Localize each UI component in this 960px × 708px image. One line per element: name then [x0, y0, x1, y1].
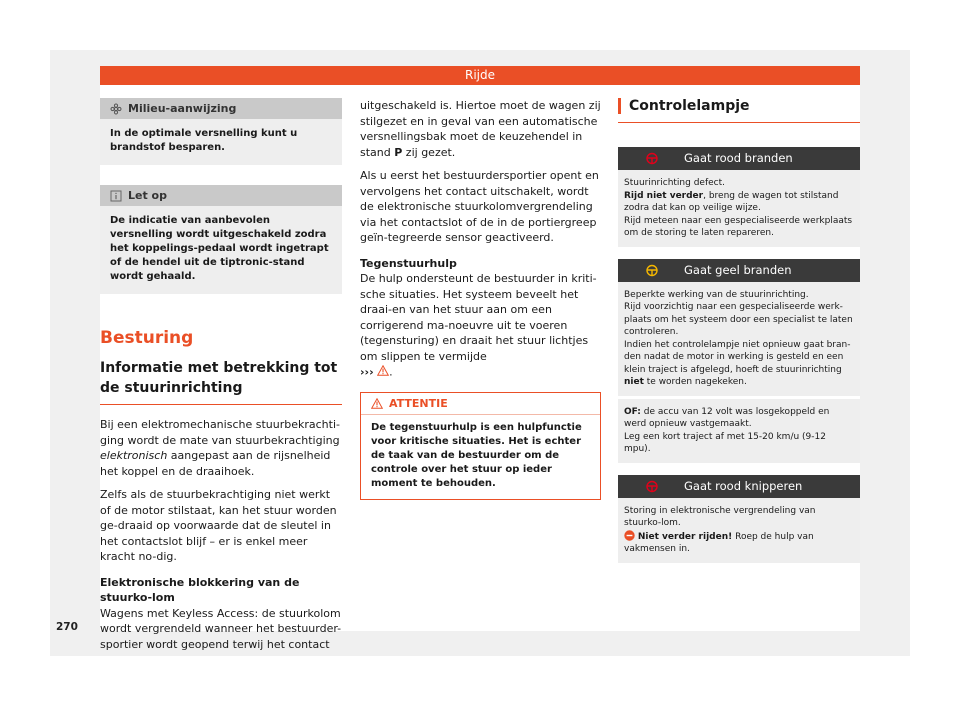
- paragraph-text: zij gezet.: [402, 145, 456, 159]
- subheading-counter-steer: Tegenstuurhulp: [360, 256, 457, 270]
- paragraph-text: De hulp ondersteunt de bestuurder in kriti-sche situaties. Het systeem beveelt het draai-en van het stuur aan om een corrigerend ma-noeuvre uit te voeren (tegensturing) en draait het stuur lichtjes om slippen te vermijde: [360, 272, 597, 363]
- bold-text: OF:: [624, 406, 641, 417]
- indicator-text: te worden nagekeken.: [643, 377, 747, 387]
- page-number: 270: [56, 621, 78, 633]
- italic-text: elektronisch: [100, 449, 168, 462]
- indicator-text: Indien het controlelampje niet opnieuw gaat bran-den nadat de motor in werking is gesteld en een klein traject is afgelegd, hoeft de stuurinrichting: [624, 339, 851, 375]
- indicator-yellow-on-header: [618, 259, 860, 282]
- column-middle: [360, 98, 601, 500]
- attention-title: ATTENTIE: [389, 396, 448, 410]
- paragraph-door-sequence: Als u eerst het bestuurdersportier opent en vervolgens het contact uitschakelt, wordt de elektronische stuurkolomvergrendeling via het contactslot of de in de portiergreep geïn-tegreerde sensor geactiveerd.: [360, 169, 599, 244]
- bold-text: Niet verder rijden!: [637, 531, 733, 542]
- bold-text: niet: [624, 377, 644, 387]
- indicator-yellow-on: [618, 259, 860, 463]
- indicator-text: de accu van 12 volt was losgekoppeld en werd opnieuw vastgemaakt.: [624, 406, 830, 429]
- paragraph-engine-off: Zelfs als de stuurbekrachtiging niet werkt of de motor stilstaat, kan het stuur worden ge-draaid op voorwaarde dat de sleutel in het contactslot blijf – er is enkel meer kracht no-dig.: [100, 488, 337, 563]
- indicator-text: , breng de wagen tot stilstand zodra dat kan op veilige wijze.: [624, 190, 839, 213]
- reference-arrows: ›››: [360, 365, 374, 379]
- paragraph-keyless: Wagens met Keyless Access: de stuurkolom wordt vergrendeld wanneer het bestuurder-sportier wordt geopend terwij het contact: [100, 606, 342, 651]
- environment-note-title: Milieu-aanwijzing: [128, 102, 237, 115]
- stop-icon: [624, 530, 635, 541]
- chapter-header: Rijde: [100, 66, 860, 85]
- attention-box: [360, 392, 601, 500]
- indicator-text-line: Beperkte werking van de stuurinrichting.: [624, 289, 809, 300]
- paragraph-steering-assist: [100, 417, 342, 479]
- indicator-text-line: Rijd voorzichtig naar een gespecialiseerde werk-plaats om het systeem door een specialist te laten controleren.: [624, 302, 853, 337]
- indicator-yellow-on-label: Gaat geel branden: [684, 262, 792, 277]
- attention-text: De tegenstuurhulp is een hulpfunctie voor kritische situaties. Het is echter de taak van de bestuurder om de controle over het stuur op ieder moment te behouden.: [371, 422, 582, 489]
- warning-triangle-icon: [377, 364, 389, 376]
- paragraph-continued: [360, 98, 601, 160]
- attention-header: [361, 393, 600, 415]
- warning-triangle-icon: [371, 398, 383, 410]
- indicator-text-line: [624, 530, 854, 556]
- indicator-text-line: Stuurinrichting defect.: [624, 178, 726, 188]
- indicator-red-blink-header: [618, 475, 860, 498]
- indicator-red-blink-text: [618, 498, 860, 563]
- column-right: [618, 98, 860, 563]
- indicator-text-line: [624, 339, 854, 389]
- indicator-text: Roep de hulp van vakmensen in.: [624, 531, 814, 554]
- title-accent-bar: [618, 98, 621, 114]
- info-icon: [110, 190, 122, 202]
- indicator-red-on-header: [618, 147, 860, 170]
- environment-note-box: [100, 98, 342, 165]
- bold-text: Rijd niet verder: [624, 190, 704, 201]
- environment-note-text: In de optimale versnelling kunt u brandstof besparen.: [110, 128, 298, 153]
- steering-wheel-yellow-icon: [630, 264, 674, 277]
- paragraph-text: aangepast aan de rijsnelheid het koppel en de draaihoek.: [100, 449, 331, 478]
- column-left: [100, 98, 342, 652]
- steering-wheel-red-icon: [630, 152, 674, 165]
- section-subtitle: Informatie met betrekking tot de stuurinrichting: [100, 358, 342, 405]
- indicator-red-on-text: [618, 170, 860, 247]
- indicator-red-on-label: Gaat rood branden: [684, 151, 793, 165]
- indicator-text-line: Rijd meteen naar een gespecialiseerde werkplaats om de storing te laten repareren.: [624, 215, 853, 238]
- section-title: Besturing: [100, 328, 194, 348]
- indicator-red-blink-label: Gaat rood knipperen: [684, 478, 803, 493]
- indicator-section-title: [618, 98, 860, 123]
- paragraph-text: uitgeschakeld is. Hiertoe moet de wagen zij stilgezet en in geval van een automatische versnellingsbak moet de keuzehendel in stand: [360, 99, 601, 159]
- indicator-red-on: [618, 147, 860, 247]
- indicator-yellow-on-or-text: [618, 399, 860, 463]
- environment-note-header: [100, 98, 342, 119]
- info-note-title: Let op: [128, 189, 167, 202]
- paragraph-text: Bij een elektromechanische stuurbekrachti-ging wordt de mate van stuurbekrachtiging: [100, 418, 340, 447]
- indicator-text-line: [624, 406, 854, 431]
- indicator-text-line: [624, 190, 854, 215]
- info-note-text: De indicatie van aanbevolen versnelling wordt uitgeschakeld zodra het koppelings-pedaal wordt ingetrapt of de hendel uit de tiptronic-stand wordt gehaald.: [110, 215, 329, 282]
- indicator-text-line: Storing in elektronische vergrendeling van stuurko-lom.: [624, 505, 816, 528]
- info-note-header: [100, 185, 342, 206]
- indicator-yellow-on-text: [618, 282, 860, 396]
- steering-wheel-red-icon: [630, 480, 674, 493]
- info-note-box: [100, 185, 342, 294]
- flower-icon: [110, 103, 122, 115]
- indicator-text-line: Leg een kort traject af met 15-20 km/u (9-12 mpu).: [624, 431, 826, 454]
- gear-position-p: P: [394, 145, 403, 159]
- indicator-red-blink: [618, 475, 860, 563]
- subheading-column-lock: Elektronische blokkering van de stuurko-lom: [100, 575, 300, 604]
- indicator-section-title-text: Controlelampje: [629, 98, 750, 114]
- paragraph-counter-steer: De hulp ondersteunt de bestuurder in kriti-sche situaties. Het systeem beveelt het draai-en van het stuur aan om een corrigerend ma-noeuvre uit te voeren (tegensturing) en draait het stuur lichtjes om slippen te vermijde ››› .: [360, 272, 597, 379]
